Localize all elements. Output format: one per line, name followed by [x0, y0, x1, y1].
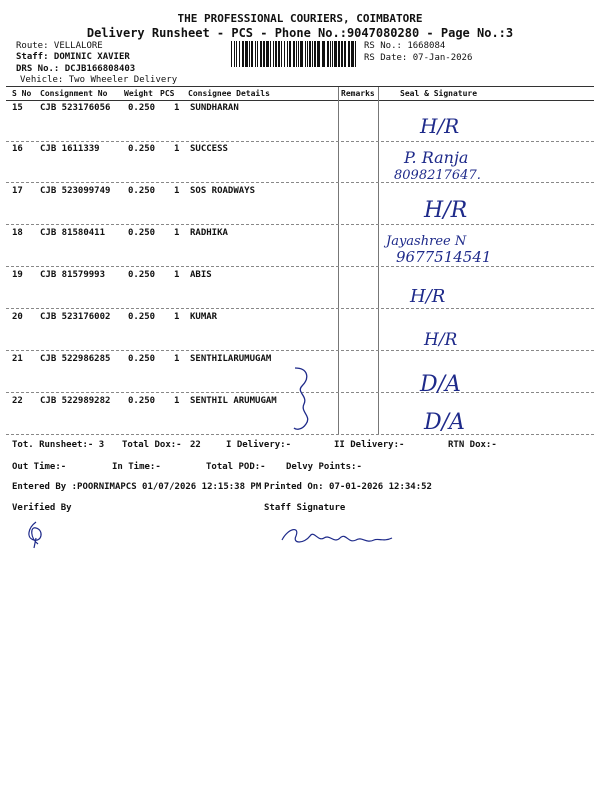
out-time: Out Time:- [12, 462, 67, 472]
in-time: In Time:- [112, 462, 161, 472]
printed-on: Printed On: 07-01-2026 12:34:52 [264, 482, 432, 492]
staff-signature-label: Staff Signature [264, 503, 346, 513]
table-row [6, 101, 594, 142]
cell-weight: 0.250 [128, 354, 156, 364]
cell-consignee: SOS ROADWAYS [190, 186, 256, 196]
cell-sno: 20 [12, 312, 23, 322]
cell-consignment: CJB 523099749 [40, 186, 111, 196]
cell-sno: 15 [12, 103, 23, 113]
col-sno: S No [12, 89, 32, 98]
cell-weight: 0.250 [128, 396, 156, 406]
cell-consignee: SENTHILARUMUGAM [190, 354, 272, 364]
ii-delivery: II Delivery:- [334, 440, 405, 450]
cell-pcs: 1 [174, 396, 180, 406]
handwritten-seal-22: D/A [424, 410, 465, 435]
total-dox-value: 22 [190, 440, 201, 450]
col-pcs: PCS [160, 89, 175, 98]
cell-consignment: CJB 81579993 [40, 270, 106, 280]
cell-pcs: 1 [174, 186, 180, 196]
col-remarks: Remarks [341, 89, 375, 98]
cell-weight: 0.250 [128, 144, 156, 154]
brace-scribble [290, 364, 320, 434]
handwritten-seal-19: H/R [410, 286, 446, 307]
cell-sno: 18 [12, 228, 23, 238]
handwritten-seal-17: H/R [424, 198, 468, 223]
table-row [6, 184, 594, 225]
cell-pcs: 1 [174, 228, 180, 238]
cell-consignment: CJB 522986285 [40, 354, 111, 364]
rtn-dox: RTN Dox:- [448, 440, 497, 450]
handwritten-phone-16: 8098217647. [394, 168, 481, 183]
cell-weight: 0.250 [128, 270, 156, 280]
col-weight: Weight [124, 89, 153, 98]
cell-consignee: SENTHIL ARUMUGAM [190, 396, 277, 406]
total-pod: Total POD:- [206, 462, 266, 472]
cell-pcs: 1 [174, 144, 180, 154]
drs-number: DRS No.: DCJB166808403 [16, 64, 136, 74]
cell-sno: 22 [12, 396, 23, 406]
runsheet-subtitle: Delivery Runsheet - PCS - Phone No.:9047080280 - Page No.:3 [86, 26, 514, 40]
table-row [6, 142, 594, 183]
handwritten-name-16: P. Ranja [404, 148, 469, 167]
cell-consignee: KUMAR [190, 312, 218, 322]
cell-consignment: CJB 522989282 [40, 396, 111, 406]
cell-consignment: CJB 523176056 [40, 103, 111, 113]
cell-pcs: 1 [174, 270, 180, 280]
rs-number: RS No.: 1668084 [364, 41, 446, 51]
cell-consignee: SUNDHARAN [190, 103, 239, 113]
cell-weight: 0.250 [128, 312, 156, 322]
table-top-rule [6, 86, 594, 87]
handwritten-seal-21: D/A [420, 372, 461, 397]
verified-signature [22, 520, 52, 550]
col-consignment: Consignment No [40, 89, 108, 98]
cell-sno: 16 [12, 144, 23, 154]
entered-by: Entered By :POORNIMAPCS 01/07/2026 12:15:38 PM [12, 482, 262, 492]
cell-consignee: ABIS [190, 270, 212, 280]
verified-by-label: Verified By [12, 503, 72, 513]
table-row [6, 310, 594, 351]
col-consignee: Consignee Details [188, 89, 270, 98]
table-row [6, 226, 594, 267]
cell-pcs: 1 [174, 103, 180, 113]
route-label: Route: VELLALORE [16, 41, 103, 51]
cell-sno: 21 [12, 354, 23, 364]
cell-consignee: SUCCESS [190, 144, 228, 154]
cell-consignee: RADHIKA [190, 228, 228, 238]
handwritten-seal-20: H/R [424, 330, 458, 350]
cell-consignment: CJB 523176002 [40, 312, 111, 322]
staff-signature [278, 522, 398, 552]
cell-sno: 17 [12, 186, 23, 196]
cell-pcs: 1 [174, 354, 180, 364]
handwritten-phone-18: 9677514541 [396, 248, 492, 266]
cell-consignment: CJB 1611339 [40, 144, 100, 154]
vehicle-label: Vehicle: Two Wheeler Delivery [20, 75, 178, 85]
handwritten-name-18: Jayashree N [386, 234, 467, 249]
handwritten-seal-15: H/R [420, 114, 460, 138]
company-title: THE PROFESSIONAL COURIERS, COIMBATORE [177, 12, 423, 25]
cell-weight: 0.250 [128, 186, 156, 196]
cell-weight: 0.250 [128, 228, 156, 238]
cell-weight: 0.250 [128, 103, 156, 113]
cell-pcs: 1 [174, 312, 180, 322]
total-dox-label: Total Dox:- [122, 440, 182, 450]
barcode-image [230, 41, 358, 67]
i-delivery: I Delivery:- [226, 440, 292, 450]
total-runsheet: Tot. Runsheet:- 3 [12, 440, 105, 450]
delvy-points: Delvy Points:- [286, 462, 362, 472]
col-seal: Seal & Signature [400, 89, 478, 98]
staff-label: Staff: DOMINIC XAVIER [16, 52, 130, 62]
table-row [6, 268, 594, 309]
cell-sno: 19 [12, 270, 23, 280]
cell-consignment: CJB 81580411 [40, 228, 106, 238]
rs-date: RS Date: 07-Jan-2026 [364, 53, 473, 63]
